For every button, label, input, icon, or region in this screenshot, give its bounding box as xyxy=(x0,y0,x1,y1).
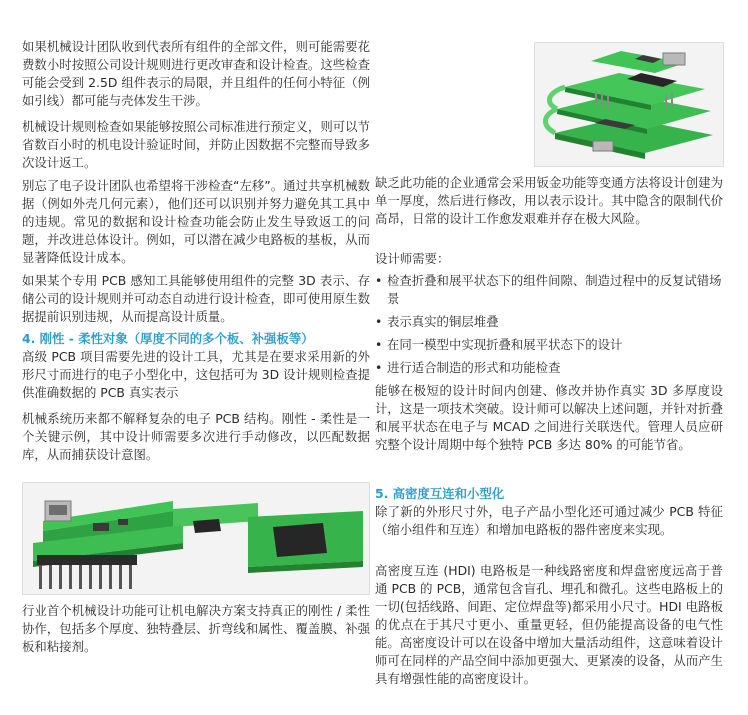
list-item: • 表示真实的铜层堆叠 xyxy=(375,313,723,331)
needs-list xyxy=(375,272,723,377)
paragraph: 高密度互连 (HDI) 电路板是一种线路密度和焊盘密度远高于普通 PCB 的 PCB，通常包含盲孔、埋孔和微孔。这些电路板上的一切(包括线路、间距、定位焊盘等)都采用小尺寸。HDI 电路板的优点在于其尺寸更小、重量更轻，但仍能提高设备的电气性能。高密度设计可以在设备中增加大量活动组件，这意味着设计师可在同样的产品空间中添加更强大、更紧凑的设备，从而产生具有增强性能的高密度设计。 xyxy=(375,563,723,686)
paragraph: 高级 PCB 项目需要先进的设计工具，尤其是在要求采用新的外形尺寸而进行的电子小型化中，这包括可为 3D 设计规则检查提供准确数据的 PCB 真实表示 xyxy=(22,349,370,400)
paragraph: 缺乏此功能的企业通常会采用钣金功能等变通方法将设计创建为单一厚度，然后进行修改，用以表示设计。其中隐含的限制代价高昂，日常的设计工作愈发艰难并存在极大风险。 xyxy=(375,175,723,226)
paragraph: 能够在极短的设计时间内创建、修改并协作真实 3D 多厚度设计，这是一项技术突破。设计师可以解决上述问题，并针对折叠和展平状态在电子与 MCAD 之间进行关联迭代。管理人员应研究整个设计周期中每个独特 PCB 多达 80% 的可能节省。 xyxy=(375,383,723,452)
paragraph: 如果机械设计团队收到代表所有组件的全部文件，则可能需要花费数小时按照公司设计规则进行更改审查和设计检查。这些检查可能会受到 2.5D 组件表示的局限，并且组件的任何小特征（例如引线）都可能与壳体发生干涉。 xyxy=(22,39,370,108)
list-item: • 进行适合制造的形式和功能检查 xyxy=(375,359,723,377)
paragraph: 机械系统历来都不解释复杂的电子 PCB 结构。刚性 - 柔性是一个关键示例，其中设计师需要多次进行手动修改，以匹配数据库，从而捕获设计意图。 xyxy=(22,411,370,462)
needs-intro: 设计师需要： xyxy=(375,251,450,266)
list-item: • 在同一模型中实现折叠和展平状态下的设计 xyxy=(375,336,723,354)
paragraph: 除了新的外形尺寸外，电子产品小型化还可通过减少 PCB 特征（缩小组件和互连）和增加电路板的器件密度来实现。 xyxy=(375,504,723,537)
paragraph: 如果某个专用 PCB 感知工具能够使用组件的完整 3D 表示、存储公司的设计规则并可动态自动进行设计检查，即可使用原生数据提前识别违规，从而提高设计质量。 xyxy=(22,273,370,324)
paragraph: 行业首个机械设计功能可让机电解决方案支持真正的刚性 / 柔性协作，包括多个厚度、独特叠层、折弯线和属性、覆盖膜、补强板和粘接剂。 xyxy=(22,603,370,654)
paragraph: 机械设计规则检查如果能够按照公司标准进行预定义，则可以节省数百小时的机电设计验证时间，并防止因数据不完整而导致多次设计返工。 xyxy=(22,119,370,170)
section-heading: 4. 刚性 - 柔性对象（厚度不同的多个板、补强板等） xyxy=(22,331,314,346)
section-heading: 5. 高密度互连和小型化 xyxy=(375,486,505,501)
rigid-flex-pcb-illustration xyxy=(23,483,369,594)
stacked-pcb-figure xyxy=(534,42,724,167)
list-item: • 检查折叠和展平状态下的组件间隙、制造过程中的反复试错场景 xyxy=(375,272,723,308)
rigid-flex-pcb-figure xyxy=(22,482,370,595)
stacked-pcb-illustration xyxy=(535,43,723,166)
paragraph: 别忘了电子设计团队也希望将干涉检查“左移”。通过共享机械数据（例如外壳几何元素），他们还可以识别并努力避免其工具中的违规。常见的数据和设计检查功能会防止发生导致返工的问题，并改进总体设计。例如，可以潜在减少电路板的基板，从而显著降低设计成本。 xyxy=(22,178,370,265)
